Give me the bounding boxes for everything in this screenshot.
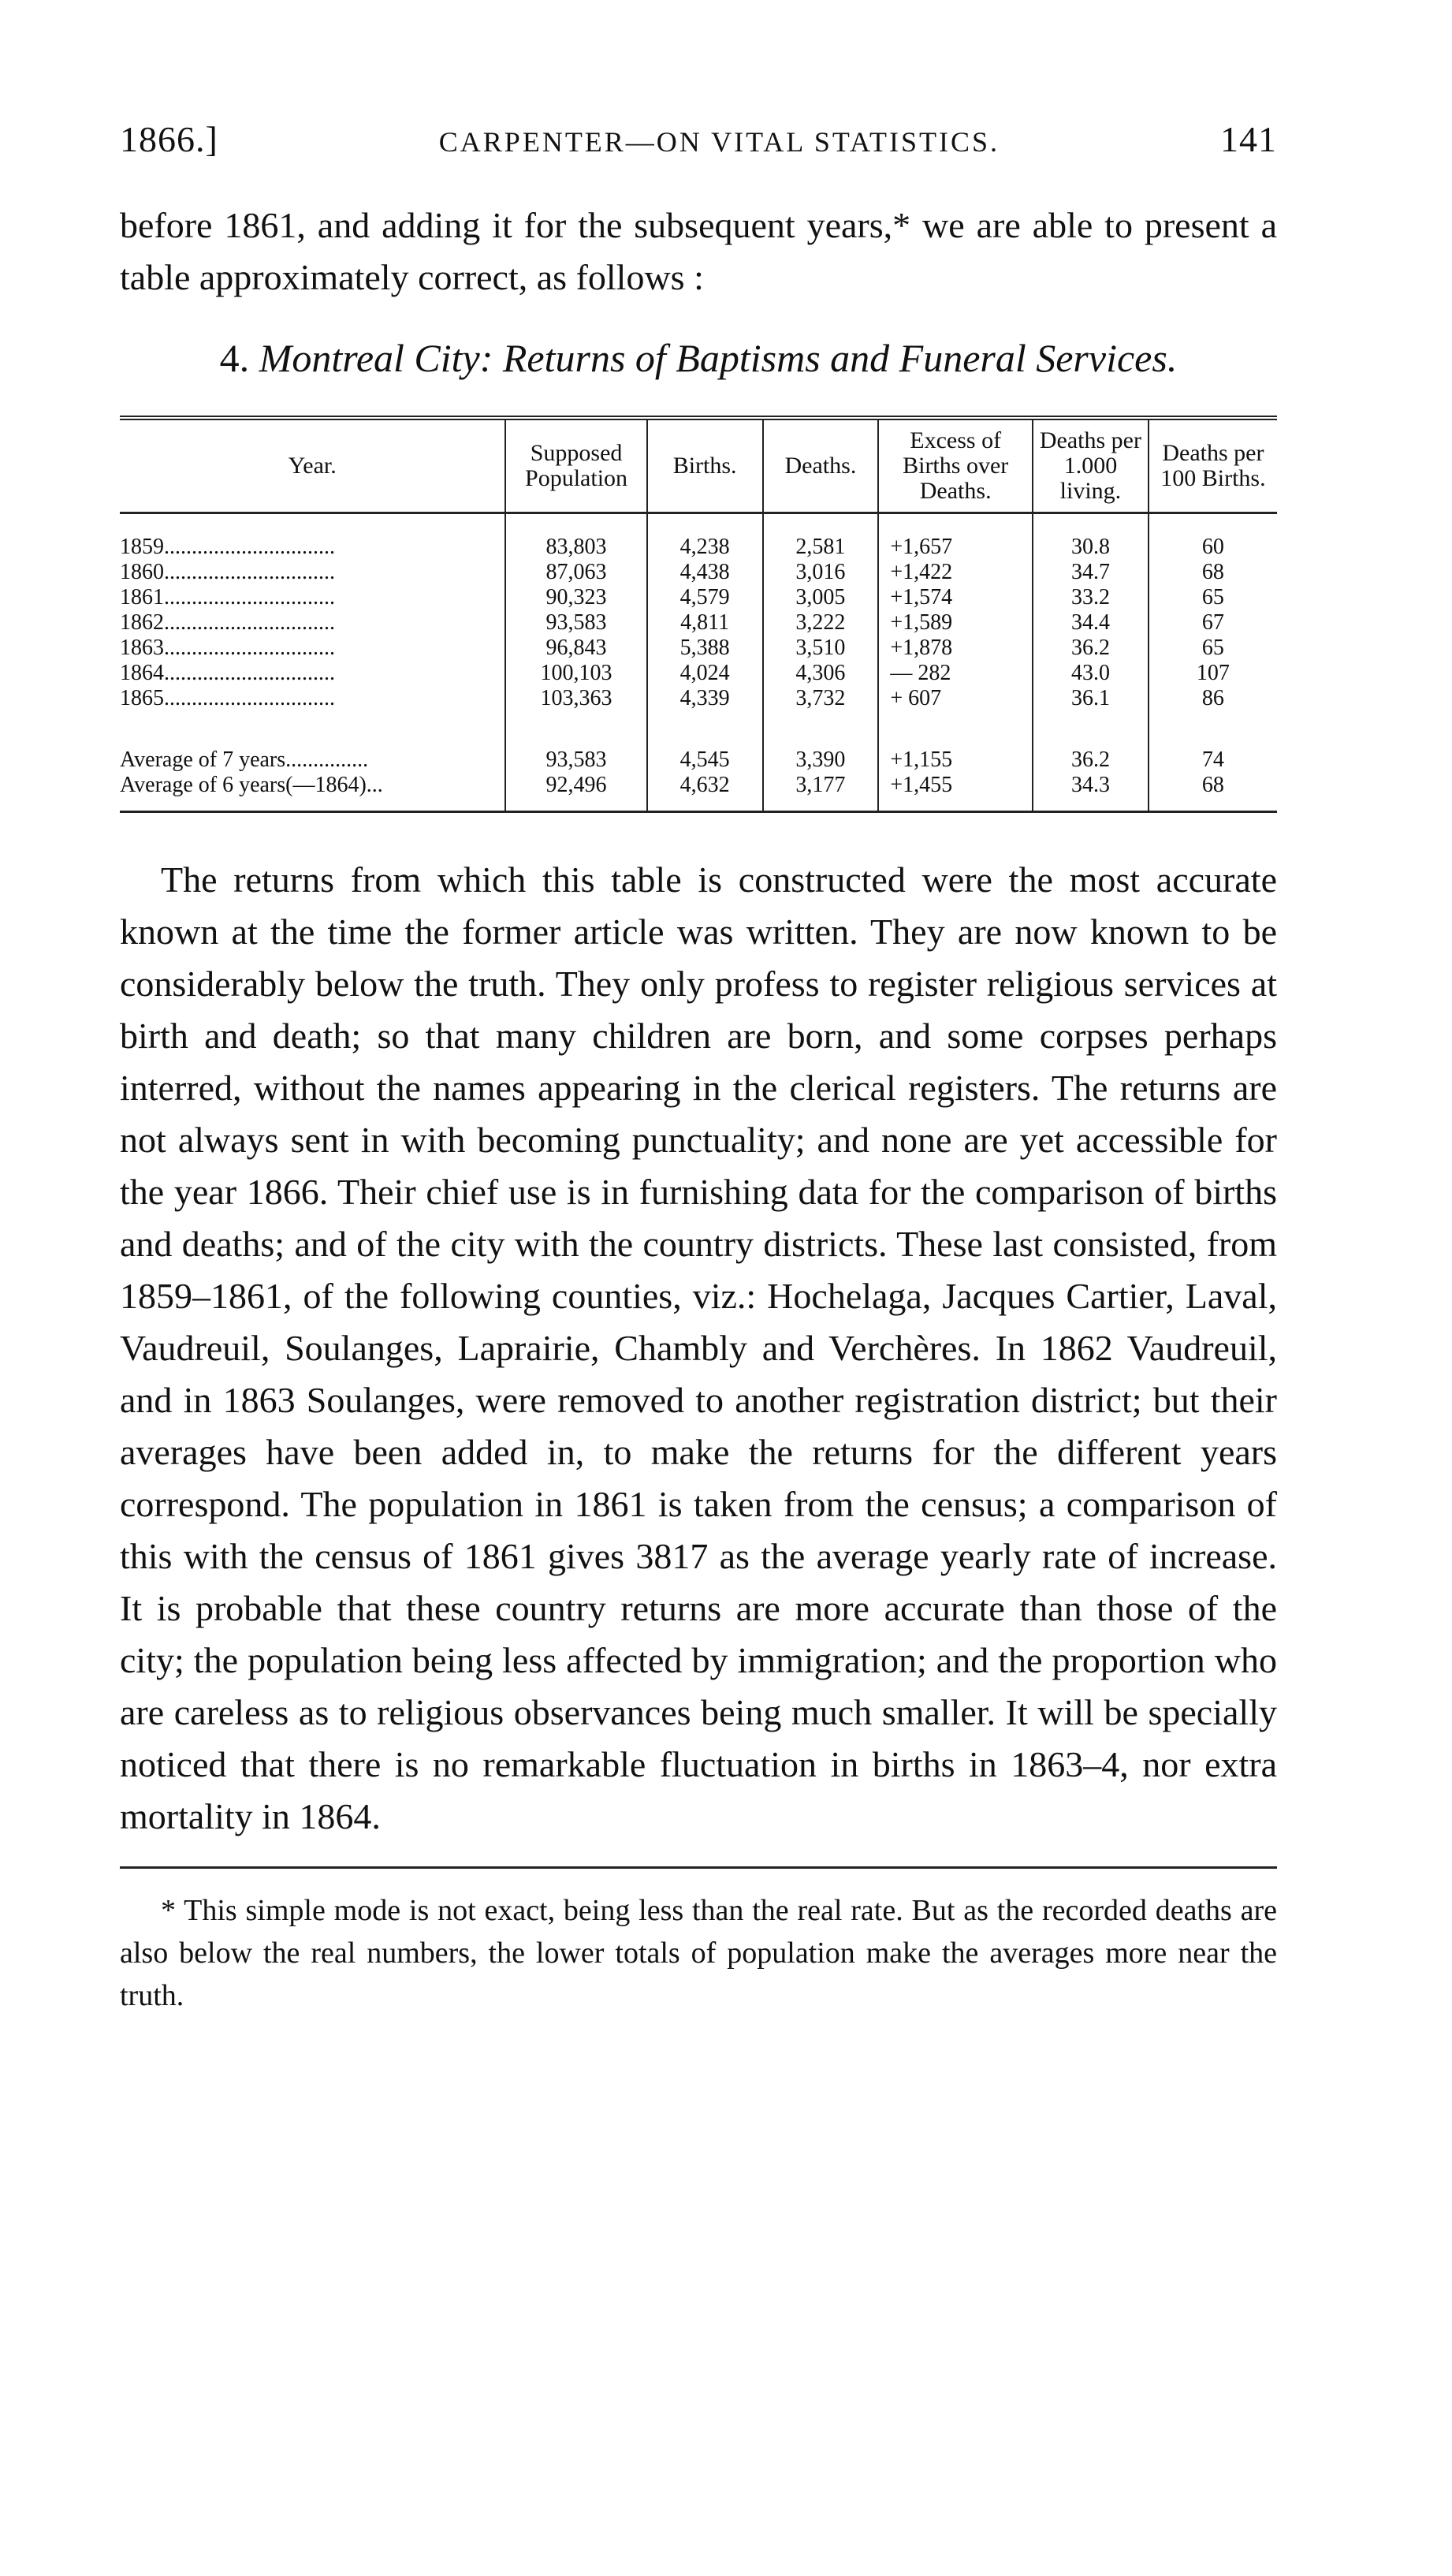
table-cell: Average of 7 years............... (120, 747, 369, 772)
average-row (120, 773, 1277, 812)
table-cell: 36.2 (1033, 636, 1149, 661)
table-cell: 93,583 (505, 610, 646, 636)
table-row (120, 585, 1277, 610)
table-cell: 1860............................... (120, 560, 335, 584)
page-header (120, 118, 1277, 160)
table-cell: — 282 (878, 661, 1033, 686)
intro-paragraph: before 1861, and adding it for the subsequent years,* we are able to present a table approximately correct, as follows : (120, 205, 1277, 297)
table-cell: 93,583 (505, 732, 646, 773)
table-cell: 36.1 (1033, 686, 1149, 732)
table-cell: 4,339 (647, 686, 763, 732)
table-cell: 67 (1149, 610, 1277, 636)
table-cell: 65 (1149, 585, 1277, 610)
table-title (120, 332, 1277, 384)
footnote: * This simple mode is not exact, being less than the real rate. But as the recorded deaths are also below the real numbers, the lower totals of population make the averages more near the truth. (120, 1894, 1277, 2012)
table-row (120, 661, 1277, 686)
table-cell: 34.3 (1033, 773, 1149, 812)
statistics-table (120, 416, 1277, 813)
table-cell: +1,589 (878, 610, 1033, 636)
running-title: CARPENTER—ON VITAL STATISTICS. (438, 126, 1000, 158)
table-cell: 1862............................... (120, 610, 335, 635)
table-cell: 1865............................... (120, 686, 335, 710)
table-cell: 1861............................... (120, 585, 335, 610)
table-cell: 92,496 (505, 773, 646, 812)
table-cell: Average of 6 years(—1864)... (120, 773, 383, 797)
column-header: Year. (120, 418, 505, 513)
table-cell: 30.8 (1033, 513, 1149, 561)
table-cell: 4,579 (647, 585, 763, 610)
table-cell: 90,323 (505, 585, 646, 610)
table-cell: 4,438 (647, 560, 763, 585)
table-cell: 3,005 (763, 585, 879, 610)
table-cell: 4,024 (647, 661, 763, 686)
table-row (120, 636, 1277, 661)
column-header: Excess of Births over Deaths. (878, 418, 1033, 513)
table-number: 4. (219, 336, 250, 380)
table-row (120, 610, 1277, 636)
table-cell: 74 (1149, 732, 1277, 773)
table-cell: 3,732 (763, 686, 879, 732)
table-cell: +1,155 (878, 732, 1033, 773)
table-cell: 3,016 (763, 560, 879, 585)
table-title-text: Montreal City: Returns of Baptisms and Funeral Services. (259, 336, 1178, 380)
table-cell: 2,581 (763, 513, 879, 561)
table-cell: 33.2 (1033, 585, 1149, 610)
table-row (120, 513, 1277, 561)
header-year: 1866.] (120, 119, 218, 159)
average-row (120, 732, 1277, 773)
table-cell: +1,574 (878, 585, 1033, 610)
table-cell: 68 (1149, 560, 1277, 585)
table-cell: 4,238 (647, 513, 763, 561)
table-cell: + 607 (878, 686, 1033, 732)
table-cell: 83,803 (505, 513, 646, 561)
table-cell: 68 (1149, 773, 1277, 812)
table-cell: 103,363 (505, 686, 646, 732)
table-cell: 4,306 (763, 661, 879, 686)
table-cell: 4,811 (647, 610, 763, 636)
table-cell: 1859............................... (120, 535, 335, 559)
table-cell: 60 (1149, 513, 1277, 561)
column-header: Deaths per 100 Births. (1149, 418, 1277, 513)
table-cell: 1863............................... (120, 636, 335, 660)
table-cell: 34.7 (1033, 560, 1149, 585)
table-cell: 86 (1149, 686, 1277, 732)
table-body (120, 513, 1277, 812)
table-cell: 100,103 (505, 661, 646, 686)
table-cell: 3,390 (763, 732, 879, 773)
table-cell: 3,222 (763, 610, 879, 636)
table-cell: 96,843 (505, 636, 646, 661)
page (120, 118, 1277, 2017)
table-row (120, 686, 1277, 732)
column-header: Births. (647, 418, 763, 513)
table-cell: 4,632 (647, 773, 763, 812)
column-header: Supposed Population (505, 418, 646, 513)
header-row (120, 418, 1277, 513)
table-cell: 34.4 (1033, 610, 1149, 636)
table-cell: 65 (1149, 636, 1277, 661)
table-cell: 1864............................... (120, 661, 335, 685)
table-cell: +1,422 (878, 560, 1033, 585)
table-cell: 5,388 (647, 636, 763, 661)
page-number: 141 (1220, 119, 1277, 159)
table-cell: 4,545 (647, 732, 763, 773)
table-cell: +1,878 (878, 636, 1033, 661)
table-cell: 36.2 (1033, 732, 1149, 773)
table-cell: 107 (1149, 661, 1277, 686)
table-cell: +1,455 (878, 773, 1033, 812)
table-cell: 43.0 (1033, 661, 1149, 686)
table-header (120, 418, 1277, 513)
column-header: Deaths. (763, 418, 879, 513)
footnote-rule (120, 1866, 1277, 1869)
table-row (120, 560, 1277, 585)
table-cell: 3,510 (763, 636, 879, 661)
column-header: Deaths per 1.000 living. (1033, 418, 1149, 513)
body-paragraph: The returns from which this table is constructed were the most accurate known at the time the former article was written. They are now known to be considerably below the truth. They only profess to register religious services at birth and death; so that many children are born, and some corpses perhaps interred, without the names appearing in the clerical registers. The returns are not always sent in with becoming punctuality; and none are yet accessible for the year 1866. Their chief use is in furnishing data for the comparison of births and deaths; and of the city with the country districts. These last consisted, from 1859–1861, of the following counties, viz.: Hochelaga, Jacques Cartier, Laval, Vaudreuil, Soulanges, Laprairie, Chambly and Verchères. In 1862 Vaudreuil, and in 1863 Soulanges, were removed to another registration district; but their averages have been added in, to make the returns for the different years correspond. The population in 1861 is taken from the census; a comparison of this with the census of 1861 gives 3817 as the average yearly rate of increase. It is probable that these country returns are more accurate than those of the city; the population being less affected by immigration; and the proportion who are careless as to religious observances being much smaller. It will be specially noticed that there is no remarkable fluctuation in births in 1863–4, nor extra mortality in 1864. (120, 859, 1277, 1836)
table-cell: 87,063 (505, 560, 646, 585)
table-cell: +1,657 (878, 513, 1033, 561)
table-cell: 3,177 (763, 773, 879, 812)
